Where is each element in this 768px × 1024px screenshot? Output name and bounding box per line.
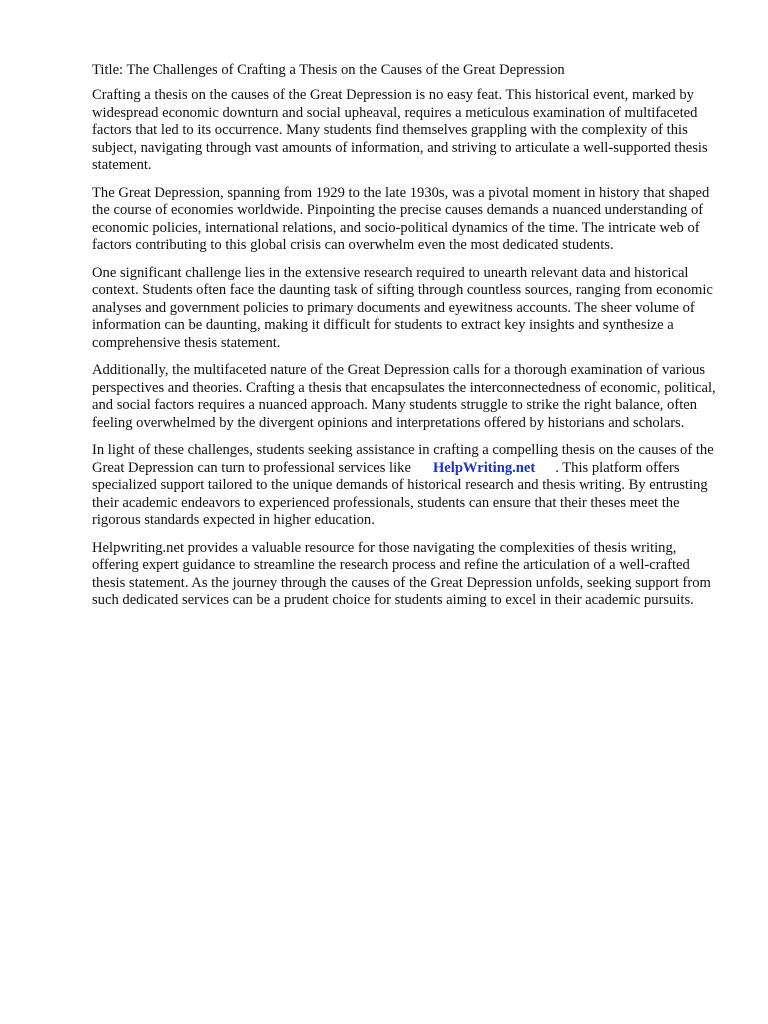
helpwriting-link[interactable]: HelpWriting.net xyxy=(432,459,536,476)
paragraph-research-challenge: One significant challenge lies in the extensive research required to unearth relevant data and historical context. Students often face the daunting task of sifting through countless sources, ranging from economic analyses and government policies to primary documents and eyewitness accounts. The sheer volume of information can be daunting, making it difficult for students to extract key insights and synthesize a comprehensive thesis statement. xyxy=(92,264,713,351)
document-title: Title: The Challenges of Crafting a Thesis on the Causes of the Great Depression xyxy=(92,62,565,78)
document-page xyxy=(92,61,722,620)
paragraph-perspectives: Additionally, the multifaceted nature of the Great Depression calls for a thorough examination of various perspectives and theories. Crafting a thesis that encapsulates the interconnectedness of economic, political, and social factors requires a nuanced approach. Many students struggle to strike the right balance, often feeling overwhelmed by the divergent opinions and interpretations offered by historians and scholars. xyxy=(92,362,716,431)
paragraph-intro: Crafting a thesis on the causes of the Great Depression is no easy feat. This historical event, marked by widespread economic downturn and social upheaval, requires a meticulous examination of multifaceted factors that led to its occurrence. Many students find themselves grappling with the complexity of this subject, navigating through vast amounts of information, and striving to articulate a well-supported thesis statement. xyxy=(92,87,708,173)
paragraph-assistance-after: . This platform offers specialized support tailored to the unique demands of historical research and thesis writing. By entrusting their academic endeavors to experienced professionals, students can ensure that their theses meet the rigorous standards expected in higher education. xyxy=(92,459,708,528)
paragraph-assistance-before: In light of these challenges, students seeking assistance in crafting a compelling thesis on the causes of the Great Depression can turn to professional services like xyxy=(92,442,714,476)
paragraph-closing: Helpwriting.net provides a valuable resource for those navigating the complexities of thesis writing, offering expert guidance to streamline the research process and refine the articulation of a well-crafted thesis statement. As the journey through the causes of the Great Depression unfolds, seeking support from such dedicated services can be a prudent choice for students aiming to excel in their academic pursuits. xyxy=(92,539,711,608)
paragraph-background: The Great Depression, spanning from 1929 to the late 1930s, was a pivotal moment in history that shaped the course of economies worldwide. Pinpointing the precise causes demands a nuanced understanding of economic policies, international relations, and socio-political dynamics of the time. The intricate web of factors contributing to this global crisis can overwhelm even the most dedicated students. xyxy=(92,184,710,253)
paragraph-assistance xyxy=(92,442,722,530)
